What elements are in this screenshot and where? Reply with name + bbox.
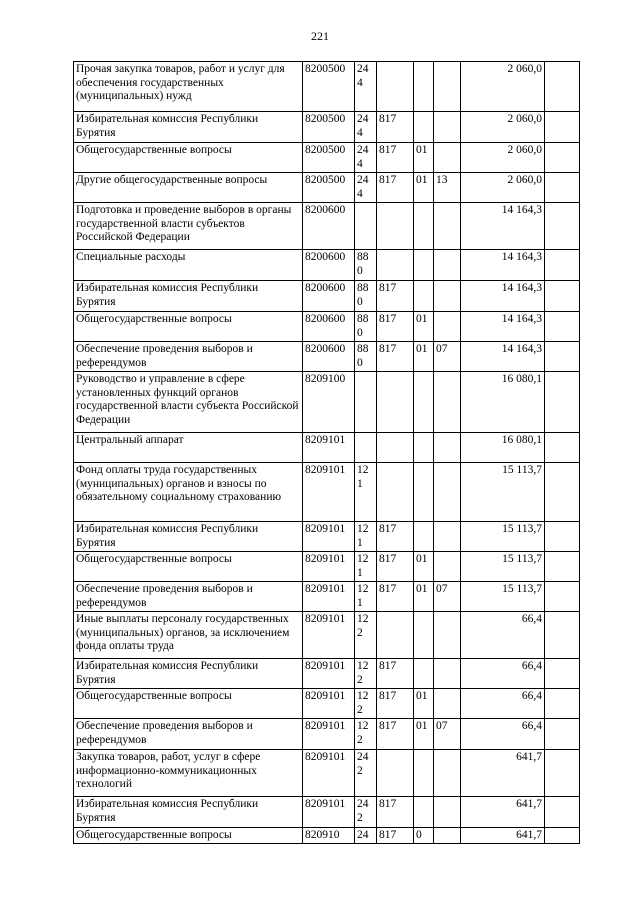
row-name-cell: Обеспечение проведения выборов и референдумов — [74, 342, 303, 372]
row-amount-cell: 14 164,3 — [461, 250, 545, 281]
row-amount-cell: 14 164,3 — [461, 342, 545, 372]
row-admin-code-cell: 817 — [377, 522, 414, 552]
table-row — [74, 522, 580, 552]
table-row — [74, 828, 580, 844]
row-extra-cell — [545, 342, 580, 372]
table-row — [74, 312, 580, 342]
row-extra-cell — [545, 433, 580, 463]
row-name-cell: Центральный аппарат — [74, 433, 303, 463]
row-target-article-cell: 8200500 — [303, 112, 355, 143]
row-extra-cell — [545, 659, 580, 689]
row-name-cell: Обеспечение проведения выборов и референдумов — [74, 719, 303, 750]
row-admin-code-cell: 817 — [377, 173, 414, 203]
table-row — [74, 582, 580, 612]
row-section-cell: 01 — [414, 342, 434, 372]
row-subsection-cell — [434, 112, 461, 143]
row-amount-cell: 2 060,0 — [461, 143, 545, 173]
table-row — [74, 342, 580, 372]
row-section-cell: 01 — [414, 173, 434, 203]
row-name-cell: Обеспечение проведения выборов и референдумов — [74, 582, 303, 612]
row-section-cell — [414, 250, 434, 281]
row-section-cell — [414, 612, 434, 659]
row-subsection-cell — [434, 522, 461, 552]
table-row — [74, 612, 580, 659]
row-amount-cell: 15 113,7 — [461, 522, 545, 552]
row-expense-type-cell: 122 — [355, 719, 377, 750]
row-admin-code-cell: 817 — [377, 552, 414, 582]
row-name-cell: Специальные расходы — [74, 250, 303, 281]
row-target-article-cell: 820910 — [303, 828, 355, 844]
row-section-cell — [414, 62, 434, 112]
row-extra-cell — [545, 281, 580, 312]
row-admin-code-cell: 817 — [377, 281, 414, 312]
table-row — [74, 372, 580, 433]
row-amount-cell: 66,4 — [461, 689, 545, 719]
row-admin-code-cell: 817 — [377, 828, 414, 844]
row-target-article-cell: 8209101 — [303, 659, 355, 689]
row-admin-code-cell: 817 — [377, 112, 414, 143]
row-target-article-cell: 8209101 — [303, 797, 355, 828]
row-amount-cell: 641,7 — [461, 797, 545, 828]
row-amount-cell: 15 113,7 — [461, 552, 545, 582]
row-section-cell: 01 — [414, 552, 434, 582]
row-section-cell — [414, 203, 434, 250]
row-subsection-cell: 07 — [434, 342, 461, 372]
row-target-article-cell: 8200500 — [303, 173, 355, 203]
row-extra-cell — [545, 372, 580, 433]
row-amount-cell: 66,4 — [461, 612, 545, 659]
row-subsection-cell — [434, 281, 461, 312]
row-target-article-cell: 8209101 — [303, 552, 355, 582]
row-name-cell: Закупка товаров, работ, услуг в сфере информационно-коммуникационных технологий — [74, 750, 303, 797]
row-name-cell: Общегосударственные вопросы — [74, 552, 303, 582]
row-subsection-cell — [434, 62, 461, 112]
row-name-cell: Фонд оплаты труда государственных (муниципальных) органов и взносы по обязательному социальному страхованию — [74, 463, 303, 522]
row-subsection-cell — [434, 552, 461, 582]
row-admin-code-cell: 817 — [377, 342, 414, 372]
row-name-cell: Общегосударственные вопросы — [74, 828, 303, 844]
row-target-article-cell: 8200600 — [303, 281, 355, 312]
row-amount-cell: 66,4 — [461, 659, 545, 689]
row-admin-code-cell: 817 — [377, 797, 414, 828]
row-section-cell: 01 — [414, 689, 434, 719]
row-admin-code-cell — [377, 62, 414, 112]
row-extra-cell — [545, 250, 580, 281]
row-subsection-cell — [434, 250, 461, 281]
table-row — [74, 112, 580, 143]
row-amount-cell: 2 060,0 — [461, 112, 545, 143]
row-target-article-cell: 8200600 — [303, 250, 355, 281]
row-name-cell: Избирательная комиссия Республики Бурятия — [74, 797, 303, 828]
table-row — [74, 173, 580, 203]
row-section-cell — [414, 433, 434, 463]
row-subsection-cell — [434, 659, 461, 689]
row-admin-code-cell: 817 — [377, 689, 414, 719]
table-row — [74, 250, 580, 281]
row-target-article-cell: 8209100 — [303, 372, 355, 433]
row-extra-cell — [545, 828, 580, 844]
table-row — [74, 281, 580, 312]
row-target-article-cell: 8200600 — [303, 312, 355, 342]
row-name-cell: Общегосударственные вопросы — [74, 143, 303, 173]
row-expense-type-cell — [355, 433, 377, 463]
row-amount-cell: 16 080,1 — [461, 433, 545, 463]
row-amount-cell: 641,7 — [461, 828, 545, 844]
table-row — [74, 659, 580, 689]
table-row — [74, 719, 580, 750]
row-extra-cell — [545, 173, 580, 203]
row-extra-cell — [545, 312, 580, 342]
row-expense-type-cell: 244 — [355, 62, 377, 112]
row-name-cell: Руководство и управление в сфере установленных функций органов государственной власти субъекта Российской Федерации — [74, 372, 303, 433]
table-row — [74, 552, 580, 582]
row-subsection-cell: 07 — [434, 582, 461, 612]
row-section-cell: 01 — [414, 143, 434, 173]
row-expense-type-cell: 880 — [355, 312, 377, 342]
row-extra-cell — [545, 582, 580, 612]
row-extra-cell — [545, 62, 580, 112]
row-extra-cell — [545, 552, 580, 582]
row-section-cell — [414, 463, 434, 522]
row-section-cell — [414, 750, 434, 797]
table-row — [74, 463, 580, 522]
row-target-article-cell: 8200600 — [303, 342, 355, 372]
row-target-article-cell: 8200500 — [303, 143, 355, 173]
budget-table — [73, 61, 580, 844]
row-target-article-cell: 8209101 — [303, 522, 355, 552]
row-admin-code-cell — [377, 463, 414, 522]
row-amount-cell: 16 080,1 — [461, 372, 545, 433]
row-admin-code-cell — [377, 372, 414, 433]
row-name-cell: Прочая закупка товаров, работ и услуг для обеспечения государственных (муниципальных) нужд — [74, 62, 303, 112]
row-section-cell: 01 — [414, 719, 434, 750]
row-admin-code-cell: 817 — [377, 143, 414, 173]
row-subsection-cell — [434, 312, 461, 342]
row-admin-code-cell: 817 — [377, 719, 414, 750]
page-number: 221 — [311, 29, 329, 43]
row-amount-cell: 15 113,7 — [461, 463, 545, 522]
row-target-article-cell: 8200500 — [303, 62, 355, 112]
budget-table-body — [74, 62, 580, 844]
row-extra-cell — [545, 522, 580, 552]
row-section-cell — [414, 281, 434, 312]
row-subsection-cell — [434, 203, 461, 250]
row-expense-type-cell: 121 — [355, 522, 377, 552]
row-name-cell: Избирательная комиссия Республики Бурятия — [74, 112, 303, 143]
row-admin-code-cell — [377, 433, 414, 463]
row-section-cell: 01 — [414, 312, 434, 342]
table-row — [74, 143, 580, 173]
row-subsection-cell — [434, 797, 461, 828]
row-subsection-cell — [434, 433, 461, 463]
row-expense-type-cell: 122 — [355, 612, 377, 659]
row-admin-code-cell — [377, 612, 414, 659]
row-name-cell: Общегосударственные вопросы — [74, 689, 303, 719]
row-target-article-cell: 8209101 — [303, 719, 355, 750]
row-extra-cell — [545, 719, 580, 750]
row-target-article-cell: 8209101 — [303, 433, 355, 463]
row-name-cell: Подготовка и проведение выборов в органы государственной власти субъектов Российской Федерации — [74, 203, 303, 250]
row-admin-code-cell: 817 — [377, 659, 414, 689]
row-subsection-cell — [434, 143, 461, 173]
row-target-article-cell: 8200600 — [303, 203, 355, 250]
row-subsection-cell: 07 — [434, 719, 461, 750]
row-name-cell: Общегосударственные вопросы — [74, 312, 303, 342]
row-admin-code-cell — [377, 750, 414, 797]
row-target-article-cell: 8209101 — [303, 612, 355, 659]
table-row — [74, 62, 580, 112]
row-subsection-cell — [434, 612, 461, 659]
row-admin-code-cell: 817 — [377, 582, 414, 612]
table-row — [74, 750, 580, 797]
row-subsection-cell — [434, 750, 461, 797]
row-extra-cell — [545, 203, 580, 250]
row-amount-cell: 2 060,0 — [461, 62, 545, 112]
row-name-cell: Иные выплаты персоналу государственных (муниципальных) органов, за исключением фонда оплаты труда — [74, 612, 303, 659]
row-expense-type-cell: 880 — [355, 250, 377, 281]
row-extra-cell — [545, 112, 580, 143]
row-admin-code-cell: 817 — [377, 312, 414, 342]
row-extra-cell — [545, 689, 580, 719]
table-row — [74, 433, 580, 463]
row-subsection-cell: 13 — [434, 173, 461, 203]
row-expense-type-cell: 121 — [355, 582, 377, 612]
table-row — [74, 203, 580, 250]
row-extra-cell — [545, 463, 580, 522]
row-expense-type-cell: 242 — [355, 797, 377, 828]
row-amount-cell: 15 113,7 — [461, 582, 545, 612]
row-expense-type-cell — [355, 372, 377, 433]
row-admin-code-cell — [377, 203, 414, 250]
row-amount-cell: 14 164,3 — [461, 203, 545, 250]
row-target-article-cell: 8209101 — [303, 750, 355, 797]
row-target-article-cell: 8209101 — [303, 582, 355, 612]
row-admin-code-cell — [377, 250, 414, 281]
row-extra-cell — [545, 797, 580, 828]
row-extra-cell — [545, 750, 580, 797]
table-row — [74, 689, 580, 719]
row-section-cell: 01 — [414, 582, 434, 612]
row-amount-cell: 14 164,3 — [461, 312, 545, 342]
row-amount-cell: 66,4 — [461, 719, 545, 750]
row-expense-type-cell: 880 — [355, 342, 377, 372]
row-expense-type-cell: 244 — [355, 112, 377, 143]
row-expense-type-cell: 244 — [355, 173, 377, 203]
row-extra-cell — [545, 143, 580, 173]
row-amount-cell: 641,7 — [461, 750, 545, 797]
table-row — [74, 797, 580, 828]
row-expense-type-cell: 242 — [355, 750, 377, 797]
row-section-cell — [414, 659, 434, 689]
row-target-article-cell: 8209101 — [303, 463, 355, 522]
row-name-cell: Избирательная комиссия Республики Бурятия — [74, 281, 303, 312]
row-subsection-cell — [434, 689, 461, 719]
row-section-cell: 0 — [414, 828, 434, 844]
row-target-article-cell: 8209101 — [303, 689, 355, 719]
row-amount-cell: 14 164,3 — [461, 281, 545, 312]
row-section-cell — [414, 112, 434, 143]
row-name-cell: Избирательная комиссия Республики Бурятия — [74, 659, 303, 689]
row-expense-type-cell: 122 — [355, 689, 377, 719]
row-section-cell — [414, 522, 434, 552]
row-expense-type-cell: 121 — [355, 552, 377, 582]
row-subsection-cell — [434, 372, 461, 433]
row-name-cell: Избирательная комиссия Республики Бурятия — [74, 522, 303, 552]
row-section-cell — [414, 797, 434, 828]
row-name-cell: Другие общегосударственные вопросы — [74, 173, 303, 203]
row-expense-type-cell: 122 — [355, 659, 377, 689]
row-expense-type-cell: 244 — [355, 143, 377, 173]
row-expense-type-cell: 880 — [355, 281, 377, 312]
row-expense-type-cell: 24 — [355, 828, 377, 844]
row-extra-cell — [545, 612, 580, 659]
row-section-cell — [414, 372, 434, 433]
row-expense-type-cell — [355, 203, 377, 250]
row-amount-cell: 2 060,0 — [461, 173, 545, 203]
row-subsection-cell — [434, 828, 461, 844]
row-subsection-cell — [434, 463, 461, 522]
row-expense-type-cell: 121 — [355, 463, 377, 522]
